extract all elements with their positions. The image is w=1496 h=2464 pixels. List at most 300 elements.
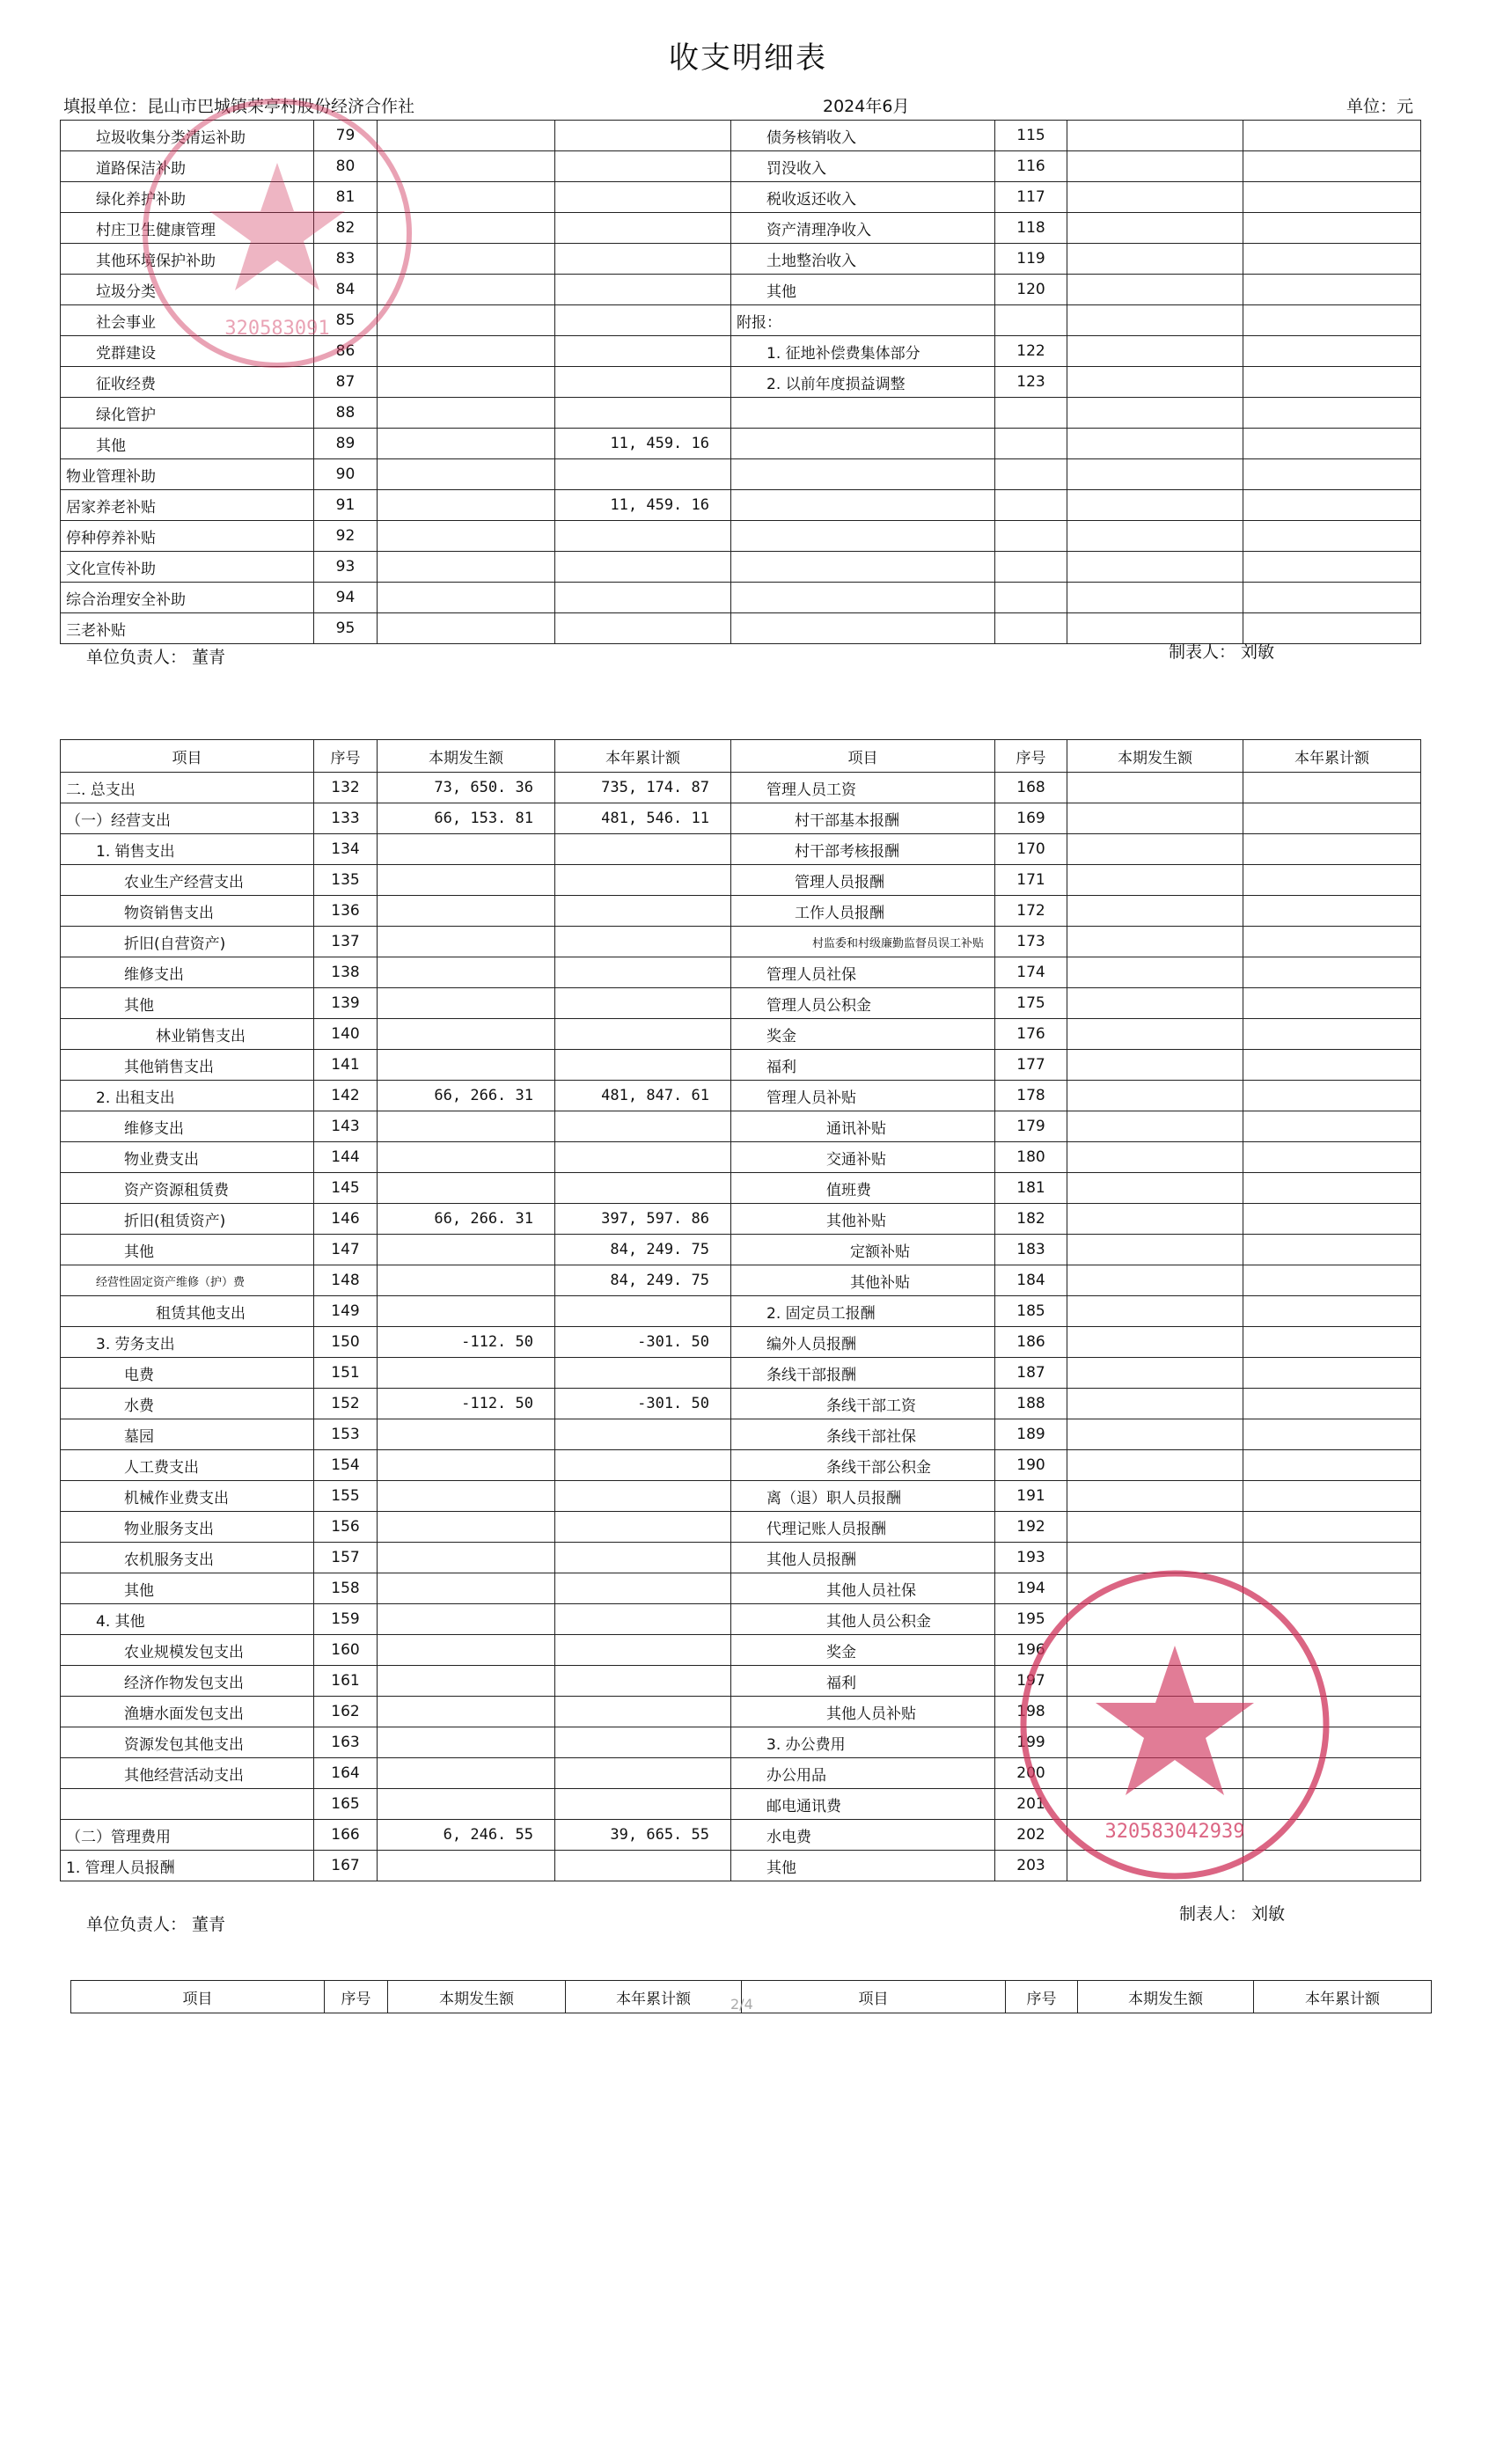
table-row xyxy=(61,1296,1421,1327)
row-right-serial-number: 199 xyxy=(995,1727,1067,1758)
row-right-ytd-amount xyxy=(1243,182,1421,213)
row-right-current-amount xyxy=(1067,1265,1243,1296)
row-current-amount xyxy=(378,1789,555,1820)
row-right-current-amount xyxy=(1067,1235,1243,1265)
table-row xyxy=(61,1111,1421,1142)
row-ytd-amount xyxy=(555,927,731,957)
row-item-label: 文化宣传补助 xyxy=(61,552,314,583)
row-right-ytd-amount xyxy=(1243,521,1421,552)
row-ytd-amount xyxy=(555,1543,731,1573)
row-right-serial-number: 188 xyxy=(995,1389,1067,1419)
row-current-amount: 73, 650. 36 xyxy=(378,773,555,803)
unit-head-signoff-1: 单位负责人： 董青 xyxy=(86,648,226,667)
row-serial-number: 163 xyxy=(314,1727,378,1758)
seal-code-2: 320583042939 xyxy=(1104,1821,1245,1843)
row-right-item-label: 邮电通讯费 xyxy=(731,1789,995,1820)
row-current-amount xyxy=(378,1666,555,1697)
row-ytd-amount xyxy=(555,1481,731,1512)
row-serial-number: 166 xyxy=(314,1820,378,1851)
row-ytd-amount: 11, 459. 16 xyxy=(555,429,731,459)
row-right-ytd-amount xyxy=(1243,367,1421,398)
row-serial-number: 85 xyxy=(314,305,378,336)
seal-code-1: 320583091 xyxy=(224,318,330,340)
row-right-item-label: 管理人员工资 xyxy=(731,773,995,803)
row-right-serial-number: 180 xyxy=(995,1142,1067,1173)
row-current-amount xyxy=(378,459,555,490)
row-right-serial-number: 173 xyxy=(995,927,1067,957)
row-right-serial-number: 181 xyxy=(995,1173,1067,1204)
row-ytd-amount: 397, 597. 86 xyxy=(555,1204,731,1235)
row-ytd-amount xyxy=(555,1450,731,1481)
row-item-label: 电费 xyxy=(61,1358,314,1389)
table-row xyxy=(61,1481,1421,1512)
column-header: 序号 xyxy=(314,740,378,773)
row-current-amount xyxy=(378,583,555,613)
row-serial-number: 161 xyxy=(314,1666,378,1697)
row-right-ytd-amount xyxy=(1243,1019,1421,1050)
row-right-ytd-amount xyxy=(1243,988,1421,1019)
row-current-amount xyxy=(378,927,555,957)
row-right-ytd-amount xyxy=(1243,398,1421,429)
row-ytd-amount xyxy=(555,1419,731,1450)
row-current-amount xyxy=(378,957,555,988)
row-right-current-amount xyxy=(1067,583,1243,613)
table-row xyxy=(61,957,1421,988)
column-header: 本年累计额 xyxy=(566,1981,742,2013)
row-right-item-label: 其他人员公积金 xyxy=(731,1604,995,1635)
row-current-amount xyxy=(378,490,555,521)
row-item-label: 租赁其他支出 xyxy=(61,1296,314,1327)
row-serial-number: 89 xyxy=(314,429,378,459)
row-ytd-amount xyxy=(555,275,731,305)
row-serial-number: 160 xyxy=(314,1635,378,1666)
row-right-serial-number: 172 xyxy=(995,896,1067,927)
row-item-label: 农机服务支出 xyxy=(61,1543,314,1573)
table-header-row xyxy=(61,740,1421,773)
row-item-label: 经济作物发包支出 xyxy=(61,1666,314,1697)
row-right-ytd-amount xyxy=(1243,1512,1421,1543)
row-item-label: 二. 总支出 xyxy=(61,773,314,803)
row-right-ytd-amount xyxy=(1243,896,1421,927)
report-period: 2024年6月 xyxy=(823,97,910,116)
row-serial-number: 162 xyxy=(314,1697,378,1727)
row-right-serial-number: 174 xyxy=(995,957,1067,988)
row-right-current-amount xyxy=(1067,182,1243,213)
row-right-current-amount xyxy=(1067,429,1243,459)
row-item-label: 3. 劳务支出 xyxy=(61,1327,314,1358)
row-current-amount xyxy=(378,1758,555,1789)
row-right-serial-number: 116 xyxy=(995,151,1067,182)
row-ytd-amount xyxy=(555,244,731,275)
row-item-label: 人工费支出 xyxy=(61,1450,314,1481)
row-right-serial-number xyxy=(995,521,1067,552)
row-right-current-amount xyxy=(1067,490,1243,521)
row-current-amount: 66, 266. 31 xyxy=(378,1081,555,1111)
row-right-current-amount xyxy=(1067,521,1243,552)
row-right-item-label: 交通补贴 xyxy=(731,1142,995,1173)
row-item-label: 林业销售支出 xyxy=(61,1019,314,1050)
row-serial-number: 158 xyxy=(314,1573,378,1604)
row-right-current-amount xyxy=(1067,1081,1243,1111)
row-ytd-amount xyxy=(555,121,731,151)
row-right-serial-number: 198 xyxy=(995,1697,1067,1727)
row-item-label: 1. 管理人员报酬 xyxy=(61,1851,314,1881)
column-header: 项目 xyxy=(731,740,995,773)
table-row xyxy=(61,773,1421,803)
row-right-item-label: 资产清理净收入 xyxy=(731,213,995,244)
row-serial-number: 139 xyxy=(314,988,378,1019)
row-serial-number: 83 xyxy=(314,244,378,275)
row-item-label: 4. 其他 xyxy=(61,1604,314,1635)
table-row xyxy=(61,1019,1421,1050)
row-right-item-label: 村干部基本报酬 xyxy=(731,803,995,834)
row-item-label: 经营性固定资产维修（护）费 xyxy=(61,1265,314,1296)
row-right-item-label: 附报： xyxy=(731,305,995,336)
row-right-item-label: 编外人员报酬 xyxy=(731,1327,995,1358)
row-right-item-label: 福利 xyxy=(731,1666,995,1697)
row-ytd-amount xyxy=(555,1573,731,1604)
row-right-serial-number: 192 xyxy=(995,1512,1067,1543)
row-ytd-amount xyxy=(555,957,731,988)
row-ytd-amount xyxy=(555,552,731,583)
row-right-item-label: 条线干部工资 xyxy=(731,1389,995,1419)
row-ytd-amount xyxy=(555,1142,731,1173)
row-serial-number: 159 xyxy=(314,1604,378,1635)
row-right-ytd-amount xyxy=(1243,429,1421,459)
row-serial-number: 79 xyxy=(314,121,378,151)
row-ytd-amount xyxy=(555,521,731,552)
column-header: 项目 xyxy=(61,740,314,773)
row-item-label: 垃圾收集分类清运补助 xyxy=(61,121,314,151)
row-current-amount xyxy=(378,1450,555,1481)
row-right-serial-number: 185 xyxy=(995,1296,1067,1327)
row-item-label: 其他 xyxy=(61,988,314,1019)
row-serial-number: 141 xyxy=(314,1050,378,1081)
row-ytd-amount: 84, 249. 75 xyxy=(555,1235,731,1265)
row-right-item-label xyxy=(731,521,995,552)
row-current-amount xyxy=(378,429,555,459)
row-current-amount xyxy=(378,1050,555,1081)
row-right-item-label: 离（退）职人员报酬 xyxy=(731,1481,995,1512)
row-right-serial-number xyxy=(995,398,1067,429)
row-serial-number: 133 xyxy=(314,803,378,834)
row-serial-number: 146 xyxy=(314,1204,378,1235)
row-ytd-amount: 481, 847. 61 xyxy=(555,1081,731,1111)
row-ytd-amount xyxy=(555,1604,731,1635)
column-header: 序号 xyxy=(1006,1981,1078,2013)
row-right-item-label: 其他人员社保 xyxy=(731,1573,995,1604)
row-right-current-amount xyxy=(1067,1173,1243,1204)
row-ytd-amount xyxy=(555,1296,731,1327)
row-right-item-label xyxy=(731,459,995,490)
row-current-amount xyxy=(378,1296,555,1327)
row-serial-number: 153 xyxy=(314,1419,378,1450)
row-serial-number: 138 xyxy=(314,957,378,988)
row-ytd-amount: 84, 249. 75 xyxy=(555,1265,731,1296)
column-header: 本期发生额 xyxy=(1078,1981,1254,2013)
row-ytd-amount xyxy=(555,151,731,182)
row-right-item-label: 条线干部公积金 xyxy=(731,1450,995,1481)
row-right-item-label: 定额补贴 xyxy=(731,1235,995,1265)
row-right-item-label: 管理人员公积金 xyxy=(731,988,995,1019)
row-right-current-amount xyxy=(1067,1050,1243,1081)
row-ytd-amount xyxy=(555,1050,731,1081)
row-item-label: 其他销售支出 xyxy=(61,1050,314,1081)
row-item-label: 资产资源租赁费 xyxy=(61,1173,314,1204)
row-right-serial-number: 187 xyxy=(995,1358,1067,1389)
row-right-current-amount xyxy=(1067,1389,1243,1419)
row-right-ytd-amount xyxy=(1243,1173,1421,1204)
row-right-current-amount xyxy=(1067,1142,1243,1173)
row-right-current-amount xyxy=(1067,1204,1243,1235)
row-right-serial-number: 195 xyxy=(995,1604,1067,1635)
row-ytd-amount: 735, 174. 87 xyxy=(555,773,731,803)
row-right-item-label: 管理人员补贴 xyxy=(731,1081,995,1111)
row-right-current-amount xyxy=(1067,1450,1243,1481)
row-ytd-amount xyxy=(555,1851,731,1881)
row-right-serial-number: 201 xyxy=(995,1789,1067,1820)
row-serial-number: 152 xyxy=(314,1389,378,1419)
row-right-item-label: 1. 征地补偿费集体部分 xyxy=(731,336,995,367)
row-current-amount xyxy=(378,896,555,927)
row-right-ytd-amount xyxy=(1243,244,1421,275)
row-right-ytd-amount xyxy=(1243,1389,1421,1419)
row-right-item-label: 其他人员补贴 xyxy=(731,1697,995,1727)
row-serial-number: 80 xyxy=(314,151,378,182)
row-right-serial-number: 176 xyxy=(995,1019,1067,1050)
table-row xyxy=(61,1358,1421,1389)
row-current-amount xyxy=(378,552,555,583)
row-right-item-label xyxy=(731,429,995,459)
row-item-label: 垃圾分类 xyxy=(61,275,314,305)
row-right-current-amount xyxy=(1067,927,1243,957)
row-current-amount xyxy=(378,1142,555,1173)
row-ytd-amount xyxy=(555,1789,731,1820)
table-row xyxy=(61,834,1421,865)
row-right-item-label: 工作人员报酬 xyxy=(731,896,995,927)
row-right-item-label: 2. 以前年度损益调整 xyxy=(731,367,995,398)
row-item-label: 其他经营活动支出 xyxy=(61,1758,314,1789)
row-right-item-label: 其他 xyxy=(731,1851,995,1881)
row-ytd-amount xyxy=(555,896,731,927)
table-row xyxy=(61,1450,1421,1481)
row-item-label: 社会事业 xyxy=(61,305,314,336)
column-header: 项目 xyxy=(71,1981,325,2013)
row-right-item-label: 税收返还收入 xyxy=(731,182,995,213)
row-right-ytd-amount xyxy=(1243,1204,1421,1235)
row-right-ytd-amount xyxy=(1243,1050,1421,1081)
row-right-serial-number: 194 xyxy=(995,1573,1067,1604)
table-row xyxy=(61,896,1421,927)
row-right-serial-number: 191 xyxy=(995,1481,1067,1512)
row-right-current-amount xyxy=(1067,244,1243,275)
row-serial-number: 90 xyxy=(314,459,378,490)
row-ytd-amount xyxy=(555,1666,731,1697)
row-serial-number: 84 xyxy=(314,275,378,305)
row-right-current-amount xyxy=(1067,773,1243,803)
row-item-label: 绿化养护补助 xyxy=(61,182,314,213)
row-serial-number: 147 xyxy=(314,1235,378,1265)
table-row xyxy=(61,1050,1421,1081)
row-right-serial-number: 189 xyxy=(995,1419,1067,1450)
row-current-amount xyxy=(378,865,555,896)
row-right-item-label: 其他补贴 xyxy=(731,1265,995,1296)
row-right-item-label: 其他人员报酬 xyxy=(731,1543,995,1573)
row-ytd-amount: -301. 50 xyxy=(555,1327,731,1358)
row-item-label: 水费 xyxy=(61,1389,314,1419)
row-right-item-label: 福利 xyxy=(731,1050,995,1081)
row-right-serial-number: 197 xyxy=(995,1666,1067,1697)
row-right-serial-number xyxy=(995,613,1067,644)
cooperative-seal xyxy=(132,88,422,378)
row-current-amount xyxy=(378,1512,555,1543)
row-right-item-label: 条线干部报酬 xyxy=(731,1358,995,1389)
row-right-serial-number: 122 xyxy=(995,336,1067,367)
row-right-current-amount xyxy=(1067,305,1243,336)
row-serial-number: 145 xyxy=(314,1173,378,1204)
row-item-label: 维修支出 xyxy=(61,957,314,988)
row-right-current-amount xyxy=(1067,896,1243,927)
row-ytd-amount xyxy=(555,305,731,336)
row-right-serial-number: 171 xyxy=(995,865,1067,896)
row-right-item-label: 村监委和村级廉勤监督员误工补贴 xyxy=(731,927,995,957)
row-ytd-amount xyxy=(555,182,731,213)
row-right-ytd-amount xyxy=(1243,1358,1421,1389)
row-item-label: 其他环境保护补助 xyxy=(61,244,314,275)
row-right-item-label xyxy=(731,613,995,644)
row-serial-number: 136 xyxy=(314,896,378,927)
row-right-ytd-amount xyxy=(1243,151,1421,182)
row-current-amount xyxy=(378,834,555,865)
row-right-item-label xyxy=(731,583,995,613)
row-right-item-label: 水电费 xyxy=(731,1820,995,1851)
row-right-current-amount xyxy=(1067,275,1243,305)
row-item-label: 1. 销售支出 xyxy=(61,834,314,865)
row-ytd-amount xyxy=(555,1358,731,1389)
row-right-item-label: 罚没收入 xyxy=(731,151,995,182)
row-ytd-amount xyxy=(555,1111,731,1142)
row-ytd-amount xyxy=(555,398,731,429)
row-serial-number: 134 xyxy=(314,834,378,865)
table-row xyxy=(61,398,1421,429)
column-header: 本期发生额 xyxy=(378,740,555,773)
currency-unit: 单位：元 xyxy=(1346,97,1414,116)
row-right-serial-number: 179 xyxy=(995,1111,1067,1142)
row-ytd-amount xyxy=(555,1635,731,1666)
table-row xyxy=(61,1389,1421,1419)
column-header: 本年累计额 xyxy=(1254,1981,1432,2013)
row-serial-number: 150 xyxy=(314,1327,378,1358)
row-right-serial-number: 117 xyxy=(995,182,1067,213)
row-right-ytd-amount xyxy=(1243,552,1421,583)
row-right-item-label: 值班费 xyxy=(731,1173,995,1204)
row-right-item-label: 办公用品 xyxy=(731,1758,995,1789)
row-ytd-amount xyxy=(555,367,731,398)
table-row xyxy=(61,1235,1421,1265)
row-serial-number: 164 xyxy=(314,1758,378,1789)
row-right-current-amount xyxy=(1067,121,1243,151)
row-ytd-amount xyxy=(555,1697,731,1727)
column-header: 本年累计额 xyxy=(555,740,731,773)
row-current-amount xyxy=(378,1727,555,1758)
row-serial-number: 142 xyxy=(314,1081,378,1111)
row-ytd-amount xyxy=(555,336,731,367)
row-right-item-label: 代理记账人员报酬 xyxy=(731,1512,995,1543)
row-right-ytd-amount xyxy=(1243,927,1421,957)
row-current-amount xyxy=(378,1481,555,1512)
row-ytd-amount: 481, 546. 11 xyxy=(555,803,731,834)
row-current-amount xyxy=(378,1543,555,1573)
row-item-label: 农业生产经营支出 xyxy=(61,865,314,896)
table-row xyxy=(61,988,1421,1019)
row-right-ytd-amount xyxy=(1243,1111,1421,1142)
row-right-serial-number xyxy=(995,583,1067,613)
row-right-serial-number: 178 xyxy=(995,1081,1067,1111)
row-serial-number: 94 xyxy=(314,583,378,613)
preparer-signoff-1: 制表人： 刘敏 xyxy=(1169,642,1275,662)
row-right-ytd-amount xyxy=(1243,1327,1421,1358)
row-current-amount xyxy=(378,1604,555,1635)
row-right-serial-number: 118 xyxy=(995,213,1067,244)
row-item-label: （一）经营支出 xyxy=(61,803,314,834)
row-serial-number: 93 xyxy=(314,552,378,583)
row-right-ytd-amount xyxy=(1243,1081,1421,1111)
row-right-serial-number: 119 xyxy=(995,244,1067,275)
row-current-amount xyxy=(378,1358,555,1389)
row-ytd-amount: 39, 665. 55 xyxy=(555,1820,731,1851)
preparer-signoff-2: 制表人： 刘敏 xyxy=(1179,1904,1286,1924)
row-right-current-amount xyxy=(1067,803,1243,834)
row-ytd-amount: 11, 459. 16 xyxy=(555,490,731,521)
row-item-label: 资源发包其他支出 xyxy=(61,1727,314,1758)
column-header: 项目 xyxy=(742,1981,1006,2013)
row-item-label: 折旧(自营资产) xyxy=(61,927,314,957)
row-serial-number: 95 xyxy=(314,613,378,644)
row-current-amount: -112. 50 xyxy=(378,1389,555,1419)
row-current-amount xyxy=(378,1419,555,1450)
row-item-label: 三老补贴 xyxy=(61,613,314,644)
row-item-label: 2. 出租支出 xyxy=(61,1081,314,1111)
table-row xyxy=(61,583,1421,613)
row-right-current-amount xyxy=(1067,1111,1243,1142)
row-serial-number: 88 xyxy=(314,398,378,429)
row-ytd-amount xyxy=(555,583,731,613)
row-current-amount xyxy=(378,1235,555,1265)
row-right-ytd-amount xyxy=(1243,865,1421,896)
row-right-current-amount xyxy=(1067,1327,1243,1358)
row-current-amount xyxy=(378,1573,555,1604)
row-right-current-amount xyxy=(1067,1512,1243,1543)
row-right-current-amount xyxy=(1067,865,1243,896)
column-header: 序号 xyxy=(995,740,1067,773)
row-item-label: （二）管理费用 xyxy=(61,1820,314,1851)
row-right-serial-number: 203 xyxy=(995,1851,1067,1881)
row-current-amount xyxy=(378,613,555,644)
row-serial-number: 151 xyxy=(314,1358,378,1389)
row-item-label: 道路保洁补助 xyxy=(61,151,314,182)
row-serial-number: 82 xyxy=(314,213,378,244)
finance-supervision-seal xyxy=(1008,1558,1342,1892)
row-item-label: 其他 xyxy=(61,429,314,459)
row-current-amount xyxy=(378,1635,555,1666)
table-row xyxy=(61,490,1421,521)
row-ytd-amount xyxy=(555,834,731,865)
row-right-serial-number: 184 xyxy=(995,1265,1067,1296)
row-right-item-label: 管理人员社保 xyxy=(731,957,995,988)
row-item-label: 物业管理补助 xyxy=(61,459,314,490)
row-serial-number: 87 xyxy=(314,367,378,398)
row-right-serial-number: 186 xyxy=(995,1327,1067,1358)
